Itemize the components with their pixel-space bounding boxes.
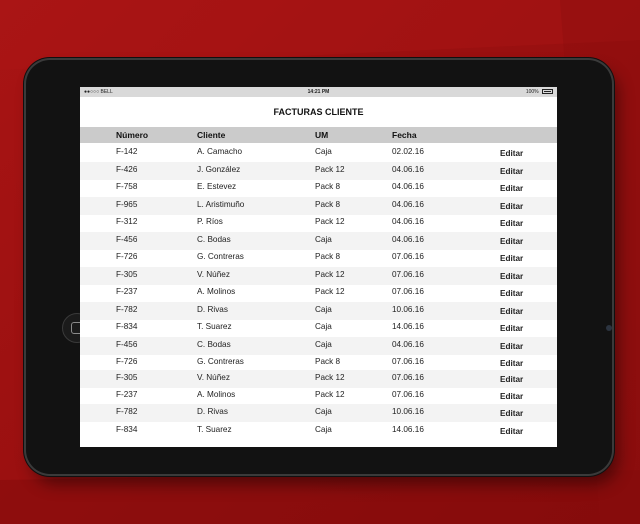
- table-header: [80, 127, 557, 143]
- invoice-number: F-726: [116, 357, 138, 366]
- invoice-number: F-782: [116, 407, 138, 416]
- edit-button[interactable]: Editar: [500, 306, 524, 316]
- column-header-um[interactable]: UM: [315, 130, 329, 140]
- unit-measure: Caja: [315, 234, 332, 244]
- page-title: FACTURAS CLIENTE: [273, 107, 364, 117]
- invoice-date: 04.06.16: [392, 182, 424, 191]
- invoice-date: 02.02.16: [392, 147, 424, 156]
- invoice-date: 04.06.16: [392, 234, 424, 244]
- edit-button[interactable]: Editar: [500, 341, 524, 351]
- edit-button[interactable]: Editar: [500, 219, 524, 228]
- invoice-date: 07.06.16: [392, 357, 424, 366]
- client-name: A. Camacho: [197, 147, 243, 156]
- clock: 14:21 PM: [307, 89, 330, 95]
- client-name: T. Suarez: [197, 322, 232, 331]
- unit-measure: Pack 8: [315, 252, 341, 261]
- invoice-date: 04.06.16: [392, 339, 424, 349]
- edit-button[interactable]: Editar: [500, 375, 524, 384]
- column-header-fecha[interactable]: Fecha: [392, 130, 417, 140]
- invoice-number: F-237: [116, 287, 138, 296]
- invoice-date: 07.06.16: [392, 269, 424, 279]
- edit-button[interactable]: Editar: [500, 254, 524, 263]
- table-row[interactable]: [80, 162, 557, 180]
- invoice-number: F-726: [116, 252, 138, 261]
- unit-measure: Caja: [315, 322, 332, 331]
- edit-button[interactable]: Editar: [500, 166, 524, 176]
- client-name: V. Núñez: [197, 373, 230, 382]
- invoice-number: F-782: [116, 304, 138, 314]
- unit-measure: Caja: [315, 147, 332, 156]
- table-row[interactable]: [80, 232, 557, 250]
- edit-button[interactable]: Editar: [500, 324, 524, 333]
- invoice-date: 07.06.16: [392, 373, 424, 382]
- invoice-number: F-426: [116, 164, 138, 174]
- invoice-number: F-456: [116, 339, 138, 349]
- unit-measure: Pack 8: [315, 357, 341, 366]
- unit-measure: Pack 12: [315, 217, 345, 226]
- app-screen: [80, 87, 557, 447]
- invoice-number: F-305: [116, 269, 138, 279]
- unit-measure: Pack 12: [315, 390, 345, 399]
- invoice-date: 04.06.16: [392, 199, 424, 209]
- table-row[interactable]: [80, 422, 557, 440]
- status-bar: [80, 87, 557, 97]
- unit-measure: Pack 8: [315, 199, 341, 209]
- invoice-date: 04.06.16: [392, 217, 424, 226]
- client-name: J. González: [197, 164, 241, 174]
- camera-icon: [606, 325, 612, 331]
- edit-button[interactable]: Editar: [500, 392, 524, 401]
- unit-measure: Caja: [315, 339, 332, 349]
- edit-button[interactable]: Editar: [500, 201, 524, 211]
- table-row[interactable]: [80, 387, 557, 405]
- table-row[interactable]: [80, 197, 557, 215]
- table-row[interactable]: [80, 249, 557, 267]
- battery-icon: [542, 89, 553, 94]
- client-name: D. Rivas: [197, 304, 228, 314]
- invoice-number: F-312: [116, 217, 138, 226]
- table-row[interactable]: [80, 370, 557, 388]
- table-row[interactable]: [80, 179, 557, 197]
- client-name: G. Contreras: [197, 357, 244, 366]
- invoice-number: F-758: [116, 182, 138, 191]
- table-row[interactable]: [80, 284, 557, 302]
- invoice-number: F-456: [116, 234, 138, 244]
- battery-status: [526, 89, 553, 95]
- edit-button[interactable]: Editar: [500, 236, 524, 246]
- client-name: L. Aristimuño: [197, 199, 245, 209]
- invoice-date: 10.06.16: [392, 407, 424, 416]
- edit-button[interactable]: Editar: [500, 359, 524, 368]
- invoice-date: 14.06.16: [392, 322, 424, 331]
- edit-button[interactable]: Editar: [500, 184, 524, 193]
- table-row[interactable]: [80, 214, 557, 232]
- invoice-date: 04.06.16: [392, 164, 424, 174]
- invoice-date: 07.06.16: [392, 287, 424, 296]
- table-row[interactable]: [80, 144, 557, 162]
- invoice-date: 10.06.16: [392, 304, 424, 314]
- invoice-number: F-834: [116, 425, 138, 434]
- table-row[interactable]: [80, 404, 557, 422]
- client-name: T. Suarez: [197, 425, 232, 434]
- table-row[interactable]: [80, 337, 557, 355]
- column-header-cliente[interactable]: Cliente: [197, 130, 226, 140]
- invoice-number: F-834: [116, 322, 138, 331]
- client-name: C. Bodas: [197, 339, 231, 349]
- invoice-number: F-965: [116, 199, 138, 209]
- client-name: G. Contreras: [197, 252, 244, 261]
- invoice-date: 07.06.16: [392, 390, 424, 399]
- client-name: A. Molinos: [197, 287, 236, 296]
- edit-button[interactable]: Editar: [500, 289, 524, 298]
- client-name: D. Rivas: [197, 407, 228, 416]
- table-row[interactable]: [80, 319, 557, 337]
- invoice-number: F-305: [116, 373, 138, 382]
- unit-measure: Pack 12: [315, 269, 345, 279]
- unit-measure: Caja: [315, 304, 332, 314]
- battery-percent: 100%: [525, 89, 539, 95]
- client-name: A. Molinos: [197, 390, 236, 399]
- column-header-numero[interactable]: Número: [116, 130, 149, 140]
- client-name: C. Bodas: [197, 234, 231, 244]
- client-name: P. Ríos: [197, 217, 223, 226]
- invoice-number: F-237: [116, 390, 138, 399]
- client-name: E. Estevez: [197, 182, 237, 191]
- edit-button[interactable]: Editar: [500, 409, 524, 418]
- table-row[interactable]: [80, 267, 557, 285]
- edit-button[interactable]: Editar: [500, 427, 524, 436]
- table-row[interactable]: [80, 302, 557, 320]
- edit-button[interactable]: Editar: [500, 149, 524, 158]
- unit-measure: Pack 8: [315, 182, 341, 191]
- unit-measure: Pack 12: [315, 373, 345, 382]
- invoice-date: 14.06.16: [392, 425, 424, 434]
- unit-measure: Caja: [315, 407, 332, 416]
- unit-measure: Pack 12: [315, 164, 345, 174]
- unit-measure: Caja: [315, 425, 332, 434]
- invoice-date: 07.06.16: [392, 252, 424, 261]
- unit-measure: Pack 12: [315, 287, 345, 296]
- carrier-label: ●●○○○ BELL: [84, 89, 113, 95]
- invoice-number: F-142: [116, 147, 138, 156]
- edit-button[interactable]: Editar: [500, 271, 524, 281]
- client-name: V. Núñez: [197, 269, 230, 279]
